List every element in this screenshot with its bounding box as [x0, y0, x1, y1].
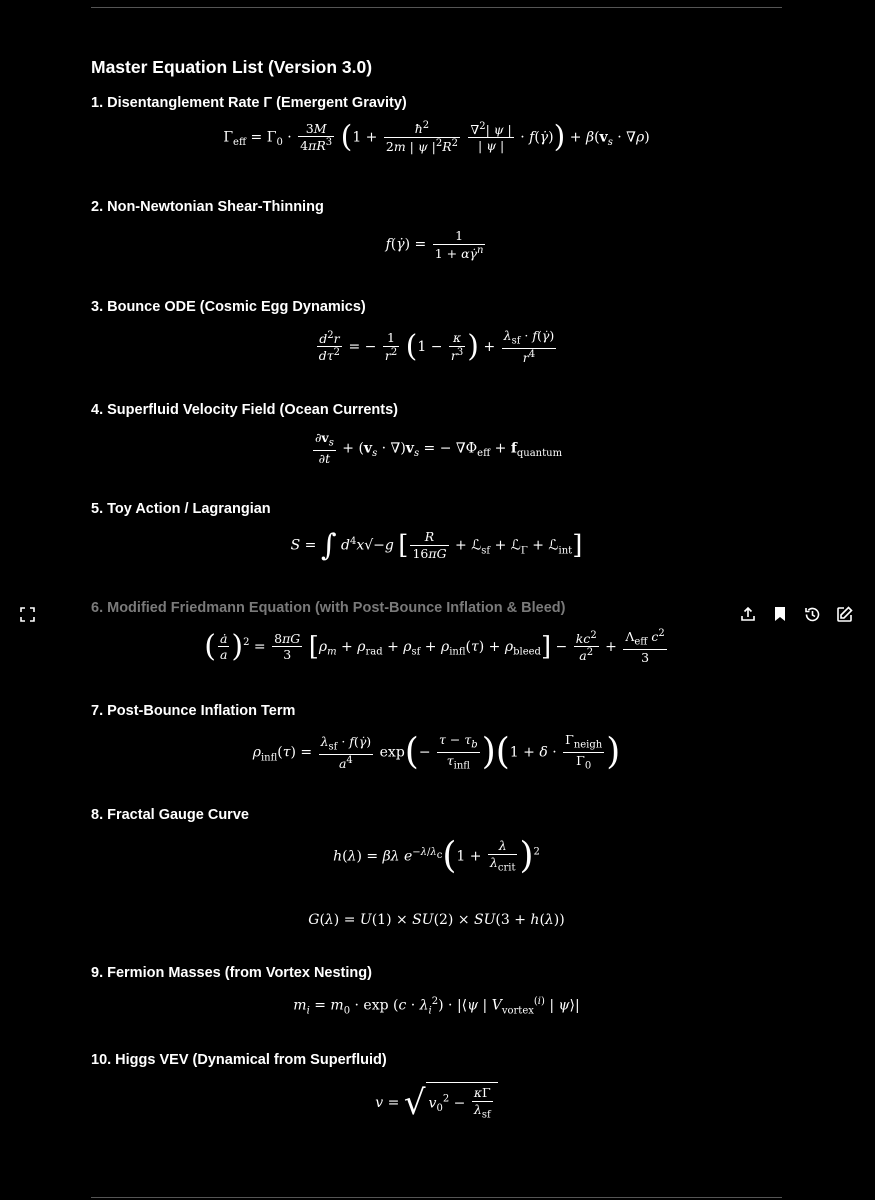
equation-1: $\Gamma_{eff} = \Gamma_0$ · $\frac{3M}{4\pi R^3}$ (1 + $\frac{ħ^2}{2m | \psi |^2R^2}$ $\frac{\nabla^2| \psi |}{| \psi |}$ · f(γ̇)) + $\beta(v_s \cdot \nabla\rho)$ — [223, 119, 650, 155]
section-heading-4: 4. Superfluid Velocity Field (Ocean Currents) — [91, 402, 398, 418]
section-heading-5: 5. Toy Action / Lagrangian — [91, 501, 271, 517]
edit-icon[interactable] — [834, 604, 854, 624]
bookmark-icon[interactable] — [770, 604, 790, 624]
section-heading-2: 2. Non-Newtonian Shear-Thinning — [91, 199, 324, 215]
history-icon[interactable] — [802, 604, 822, 624]
equation-10: v = √ $v_0^2$ − $\frac{\kappa\Gamma}{\lambda_{sf}}$ — [91, 1082, 782, 1124]
expand-icon[interactable] — [20, 607, 35, 622]
section-heading-8: 8. Fractal Gauge Curve — [91, 807, 249, 823]
equation-8a: h(λ) = βλ $e^{-\lambda/\lambda_c}(1$ + $\frac{\lambda}{\lambda_{crit}}$ )$^2$ — [333, 835, 540, 877]
share-icon[interactable] — [738, 604, 758, 624]
equation-9: $m_i = m_0 \cdot \exp (c \cdot \lambda_i^2)$ · |⟨ψ | $V_{vortex}^{(i)}$ | ψ⟩| — [293, 996, 580, 1017]
section-heading-3: 3. Bounce ODE (Cosmic Egg Dynamics) — [91, 299, 366, 315]
section-heading-7: 7. Post-Bounce Inflation Term — [91, 703, 296, 719]
section-heading-9: 9. Fermion Masses (from Vortex Nesting) — [91, 965, 372, 981]
bottom-divider — [91, 1197, 782, 1198]
equation-6: ( $\frac{ȧ}{a}$ )$^2$ = $\frac{8\pi G}{3}$ $[\rho_m + \rho_{rad} + \rho_{sf} + \rho_{infl}(\tau) + \rho_{bleed}]$ − $\frac{kc^2}{a^2}$ + $\frac{\Lambda_{eff} c^2}{3}$ — [204, 628, 665, 666]
section-heading-1: 1. Disentanglement Rate Γ (Emergent Gravity) — [91, 95, 407, 111]
equation-7: $\rho_{infl}(\tau)$ = $\frac{\lambda_{sf} \cdot f(\gammȧ)}{a^4}$ exp(− $\frac{\tau - \tau_b}{\tau_{infl}}$ )(1 + δ · $\frac{\Gamma_{neigh}}{\Gamma_0}$ ) — [252, 731, 621, 773]
message-toolbar — [738, 604, 854, 624]
equation-5: S = ∫ $d^4x√-g$ [ $\frac{R}{16\pi G}$ + ℒ$_{sf}$ + ℒ$_\Gamma$ + ℒ$_{int}$] — [290, 528, 583, 563]
equation-3: $\frac{d^2r}{d\tau^2}$ = − $\frac{1}{r^2}$ (1 − $\frac{\kappa}{r^3}$ ) + $\frac{\lambda_{sf} \cdot f(\gammȧ)}{r^4}$ — [318, 328, 555, 366]
top-divider — [91, 7, 782, 8]
equation-8b: G(λ) = U(1) × SU(2) × SU(3 + h(λ)) — [308, 912, 565, 928]
page-title: Master Equation List (Version 3.0) — [91, 57, 373, 77]
section-heading-6: 6. Modified Friedmann Equation (with Post-Bounce Inflation & Bleed) — [91, 600, 566, 616]
equation-2: f(γ̇) = $\frac{1}{1 + \alpha\gammȧ^n}$ — [385, 228, 484, 261]
equation-4: $\frac{\partial v_s}{\partial t}$ + $(v_s \cdot \nabla)v_s$ = − $\nabla\Phi_{eff} + f_{quantum}$ — [314, 430, 563, 466]
section-heading-10: 10. Higgs VEV (Dynamical from Superfluid) — [91, 1052, 387, 1068]
